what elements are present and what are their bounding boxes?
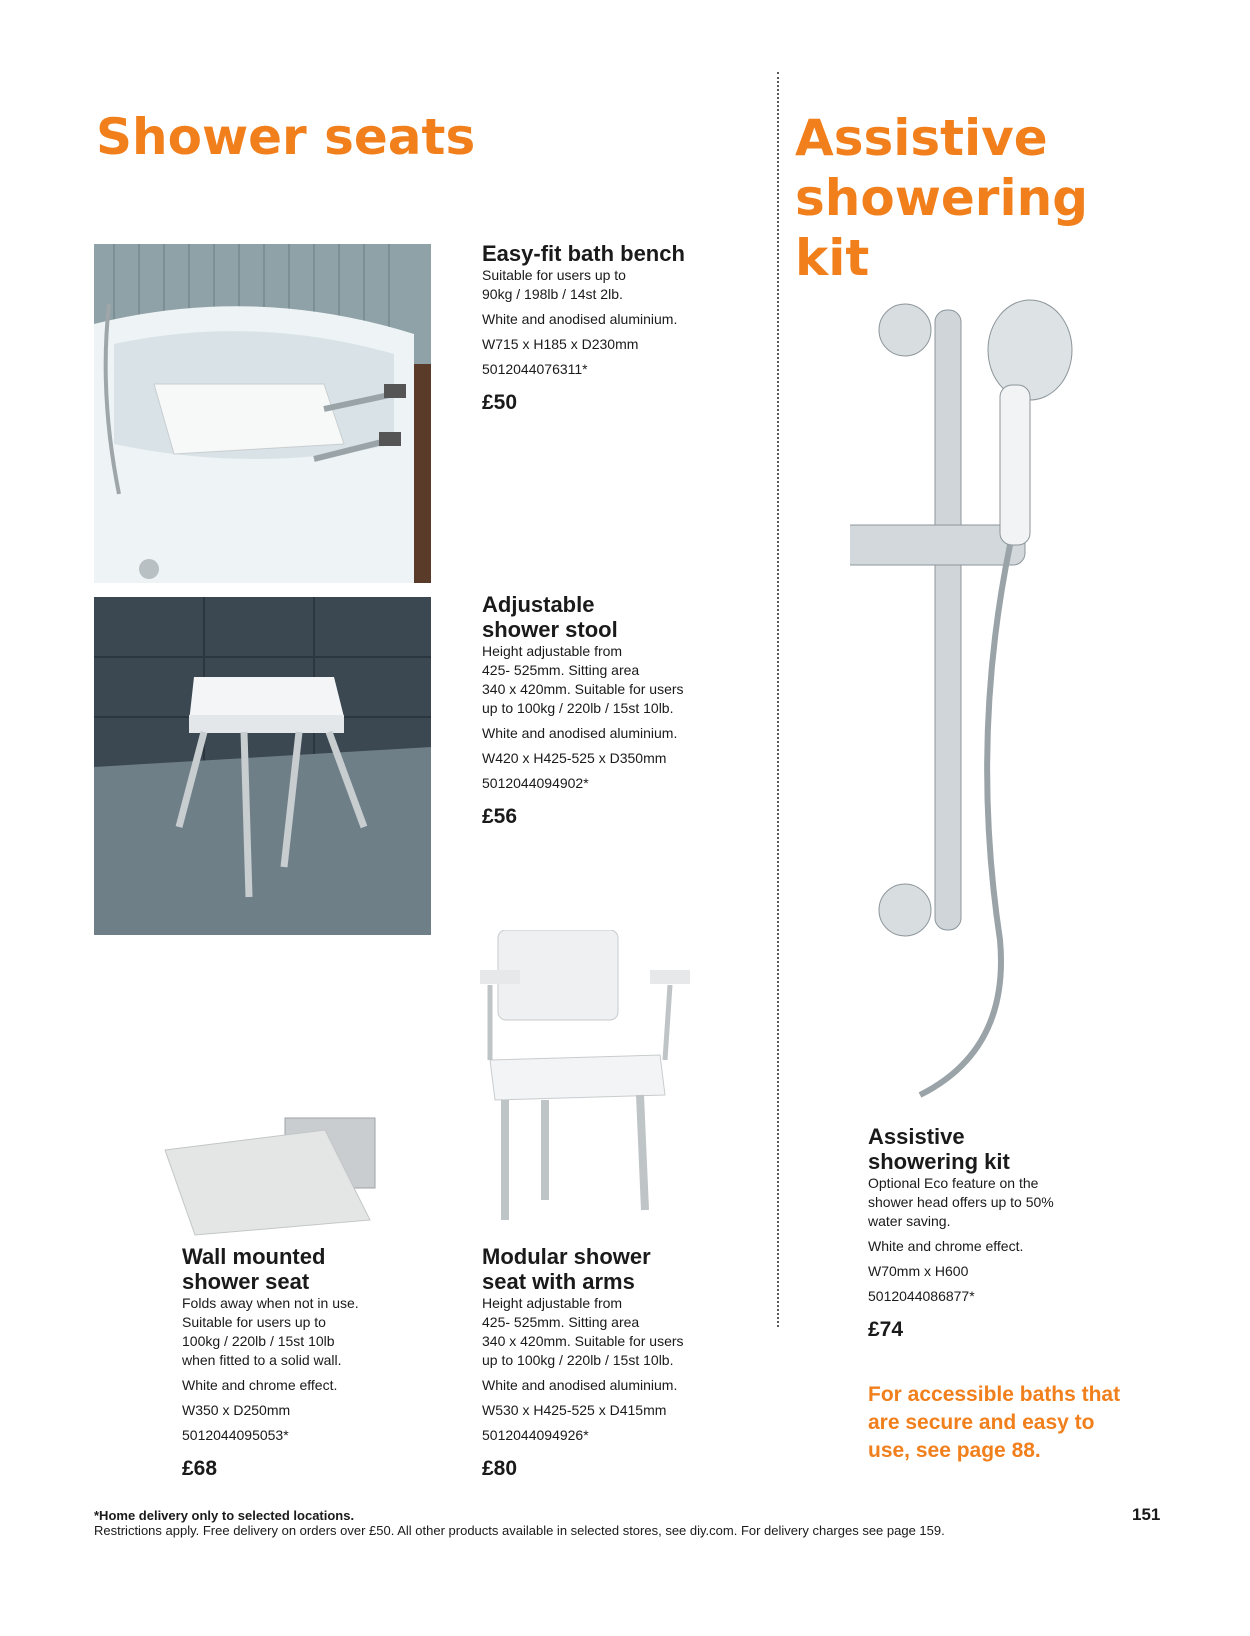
footer-bold-note: *Home delivery only to selected locations. bbox=[94, 1508, 355, 1523]
product-dimensions: W420 x H425-525 x D350mm bbox=[482, 750, 667, 766]
section-title-line: kit bbox=[795, 229, 870, 287]
product-title: Adjustable bbox=[482, 592, 595, 617]
product-detail: shower head offers up to 50% bbox=[868, 1194, 1054, 1210]
page-title: Shower seats bbox=[96, 108, 476, 166]
callout-line: For accessible baths that bbox=[868, 1383, 1121, 1406]
showering-kit-photo bbox=[850, 290, 1080, 1100]
section-title-line: showering bbox=[795, 169, 1088, 227]
page-number: 151 bbox=[1132, 1505, 1161, 1524]
product-detail: Suitable for users up to bbox=[182, 1314, 326, 1330]
product-dimensions: W715 x H185 x D230mm bbox=[482, 336, 639, 352]
product-detail: Optional Eco feature on the bbox=[868, 1175, 1039, 1191]
footer-note bbox=[94, 1508, 1094, 1538]
product-title: showering kit bbox=[868, 1149, 1010, 1174]
product-bath-bench bbox=[482, 241, 762, 415]
product-detail: 340 x 420mm. Suitable for users bbox=[482, 1333, 684, 1349]
cross-reference-callout bbox=[868, 1381, 1198, 1465]
product-price: £56 bbox=[482, 805, 518, 828]
product-title: shower seat bbox=[182, 1269, 310, 1294]
product-code: 5012044086877* bbox=[868, 1288, 975, 1304]
product-dimensions: W350 x D250mm bbox=[182, 1402, 291, 1418]
product-modular-seat bbox=[482, 1244, 762, 1481]
modular-seat-photo bbox=[470, 930, 710, 1230]
footer-text: Restrictions apply. Free delivery on orders over £50. All other products available in selected stores, see diy.com. For delivery charges see page 159. bbox=[94, 1523, 945, 1538]
product-title: Assistive bbox=[868, 1124, 965, 1149]
product-code: 5012044095053* bbox=[182, 1427, 289, 1443]
product-shower-stool bbox=[482, 592, 762, 829]
product-dimensions: W530 x H425-525 x D415mm bbox=[482, 1402, 667, 1418]
product-detail: Folds away when not in use. bbox=[182, 1295, 359, 1311]
product-title: seat with arms bbox=[482, 1269, 635, 1294]
product-title: shower stool bbox=[482, 617, 618, 642]
product-detail: up to 100kg / 220lb / 15st 10lb. bbox=[482, 700, 674, 716]
product-code: 5012044076311* bbox=[482, 361, 588, 377]
product-detail: Height adjustable from bbox=[482, 643, 623, 659]
bath-bench-photo bbox=[94, 244, 431, 583]
shower-stool-photo bbox=[94, 597, 431, 935]
product-showering-kit bbox=[868, 1124, 1168, 1342]
product-price: £68 bbox=[182, 1457, 218, 1480]
product-detail: when fitted to a solid wall. bbox=[182, 1352, 342, 1368]
product-title: Easy-fit bath bench bbox=[482, 241, 685, 266]
product-dimensions: W70mm x H600 bbox=[868, 1263, 969, 1279]
product-detail: White and anodised aluminium. bbox=[482, 311, 678, 327]
callout-line: are secure and easy to bbox=[868, 1411, 1095, 1434]
product-detail: 425- 525mm. Sitting area bbox=[482, 1314, 640, 1330]
product-detail: 90kg / 198lb / 14st 2lb. bbox=[482, 286, 623, 302]
product-detail: water saving. bbox=[868, 1213, 951, 1229]
product-detail: Height adjustable from bbox=[482, 1295, 623, 1311]
product-code: 5012044094902* bbox=[482, 775, 589, 791]
callout-line: use, see page 88. bbox=[868, 1439, 1041, 1462]
wall-seat-photo bbox=[155, 1110, 385, 1240]
product-code: 5012044094926* bbox=[482, 1427, 589, 1443]
product-price: £50 bbox=[482, 391, 518, 414]
column-divider bbox=[777, 72, 779, 1327]
product-detail: White and anodised aluminium. bbox=[482, 1377, 678, 1393]
product-detail: White and chrome effect. bbox=[182, 1377, 338, 1393]
product-detail: White and chrome effect. bbox=[868, 1238, 1024, 1254]
product-wall-seat bbox=[182, 1244, 462, 1481]
section-title bbox=[795, 108, 1088, 288]
product-detail: 425- 525mm. Sitting area bbox=[482, 662, 640, 678]
product-detail: 100kg / 220lb / 15st 10lb bbox=[182, 1333, 335, 1349]
product-title: Wall mounted bbox=[182, 1244, 326, 1269]
product-title: Modular shower bbox=[482, 1244, 651, 1269]
product-detail: up to 100kg / 220lb / 15st 10lb. bbox=[482, 1352, 674, 1368]
product-detail: Suitable for users up to bbox=[482, 267, 626, 283]
product-price: £74 bbox=[868, 1318, 904, 1341]
product-price: £80 bbox=[482, 1457, 518, 1480]
section-title-line: Assistive bbox=[795, 109, 1048, 167]
product-detail: White and anodised aluminium. bbox=[482, 725, 678, 741]
product-detail: 340 x 420mm. Suitable for users bbox=[482, 681, 684, 697]
